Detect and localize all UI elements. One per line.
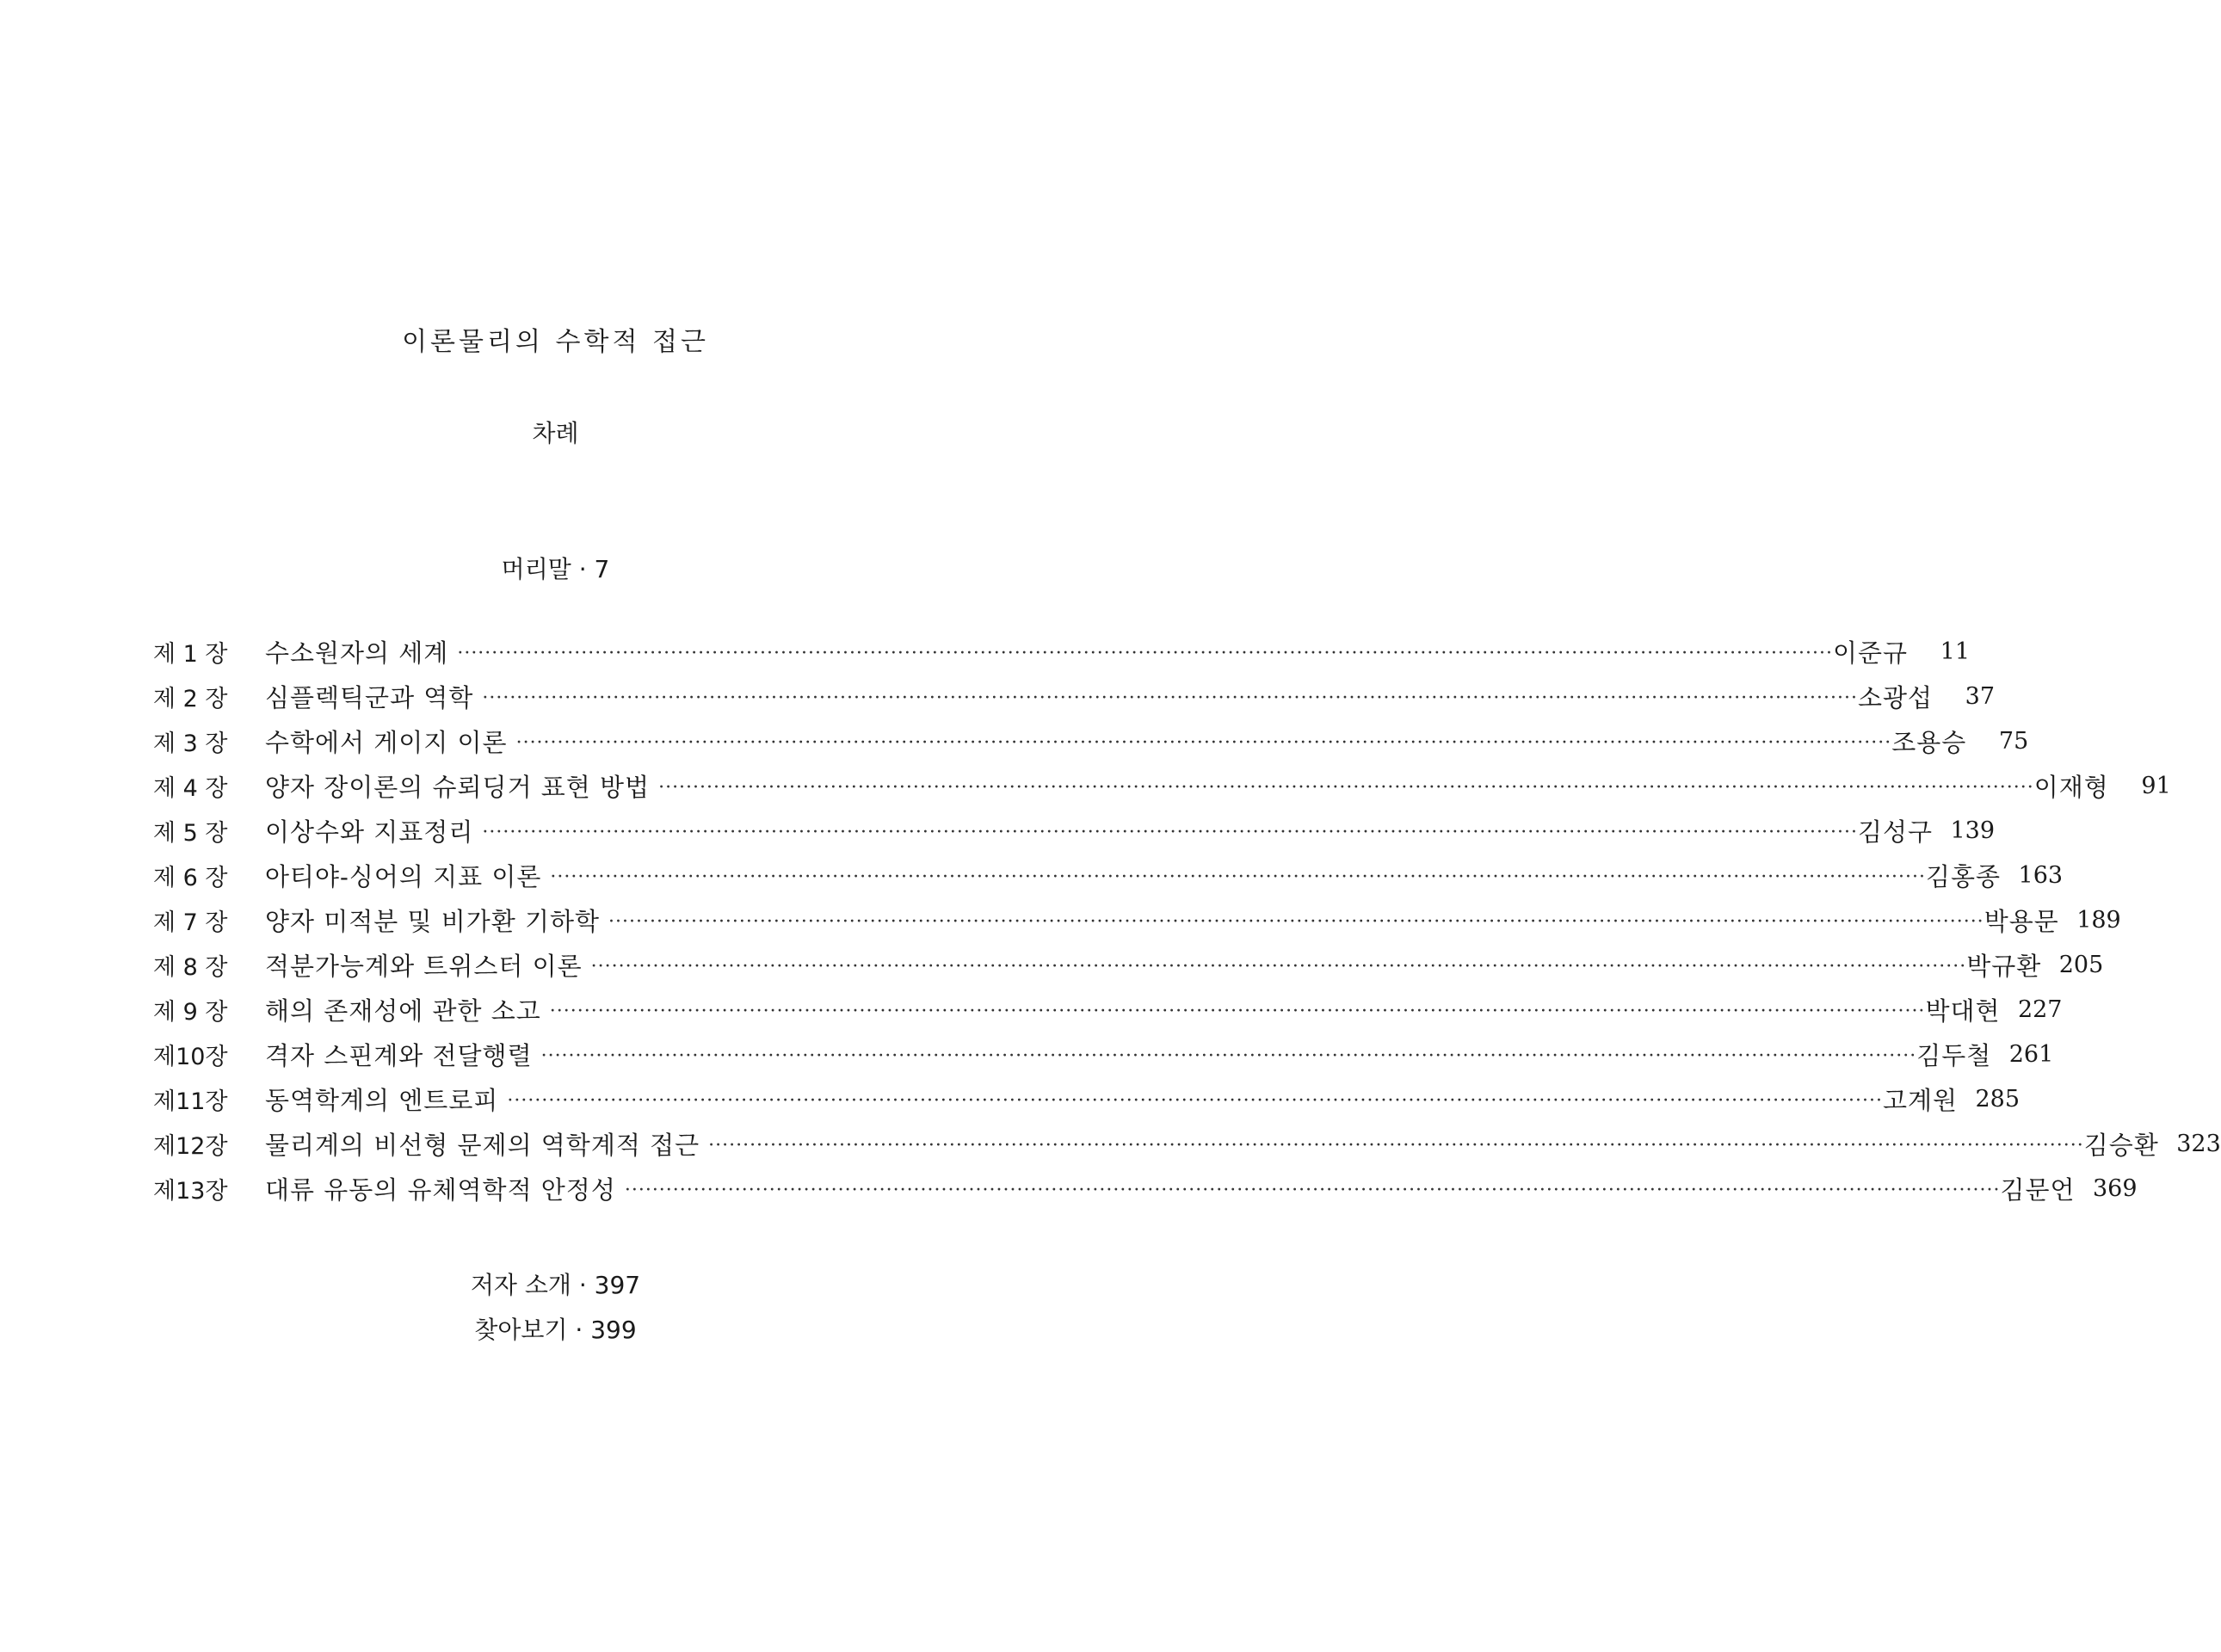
chapter-author: 김홍종 — [1926, 861, 2002, 891]
chapter-author: 김문언 — [2000, 1174, 2076, 1205]
dot-leader: ········································································································································································································ — [457, 642, 1833, 664]
dot-leader: ········································································································································································································ — [708, 1134, 2084, 1156]
chapter-title: 심플렉틱군과 역학 — [265, 682, 474, 712]
contents-heading: 차례 — [532, 419, 579, 447]
dot-leader: ········································································································································································································ — [540, 1045, 1917, 1067]
dot-leader: ········································································································································································································ — [608, 910, 1984, 933]
preface-entry: 머리말 · 7 — [501, 555, 610, 583]
toc-row — [153, 1121, 2221, 1166]
chapter-author: 박규환 — [1966, 951, 2042, 981]
dot-leader: ········································································································································································································ — [658, 776, 2034, 798]
chapter-title: 물리계의 비선형 문제의 역학계적 접근 — [265, 1130, 700, 1160]
chapter-number: 제 5 장 — [153, 819, 228, 847]
chapter-number: 제 8 장 — [153, 953, 228, 981]
dot-leader: ········································································································································································································ — [482, 687, 1858, 709]
chapter-page-number: 369 — [2092, 1174, 2138, 1202]
chapter-title: 양자 미적분 및 비가환 기하학 — [265, 906, 601, 936]
chapter-title: 대류 유동의 유체역학적 안정성 — [265, 1174, 616, 1205]
chapter-number: 제10장 — [153, 1043, 228, 1070]
chapter-author: 김승환 — [2083, 1130, 2159, 1160]
dot-leader: ········································································································································································································ — [550, 866, 1927, 888]
dot-leader: ········································································································································································································ — [515, 731, 1892, 754]
chapter-page-number: 91 — [2141, 772, 2171, 799]
chapter-author: 이준규 — [1832, 638, 1909, 668]
toc-row — [153, 763, 2171, 808]
chapter-title: 아티야-싱어의 지표 이론 — [265, 861, 542, 891]
chapter-number: 제 4 장 — [153, 774, 228, 802]
chapter-page-number: 75 — [1998, 727, 2029, 755]
chapter-author: 김두철 — [1916, 1040, 1992, 1070]
chapter-number: 제 3 장 — [153, 730, 228, 757]
toc-row — [153, 853, 2064, 897]
chapter-number: 제12장 — [153, 1132, 228, 1160]
chapter-title: 적분가능계와 트위스터 이론 — [265, 951, 583, 981]
chapter-number: 제13장 — [153, 1177, 228, 1205]
chapter-author: 소광섭 — [1857, 682, 1934, 712]
dot-leader: ········································································································································································································ — [590, 955, 1967, 977]
chapter-author: 이재형 — [2033, 772, 2109, 802]
chapter-author: 김성구 — [1857, 817, 1934, 847]
toc-row — [153, 1032, 2054, 1076]
chapter-title: 해의 존재성에 관한 소고 — [265, 996, 541, 1026]
table-of-contents — [153, 629, 2221, 1211]
dot-leader: ········································································································································································································ — [624, 1179, 2001, 1201]
chapter-title: 동역학계의 엔트로피 — [265, 1085, 499, 1115]
chapter-title: 수학에서 게이지 이론 — [265, 727, 508, 757]
chapter-number: 제 9 장 — [153, 998, 228, 1026]
toc-row — [153, 987, 2063, 1032]
chapter-page-number: 205 — [2058, 951, 2104, 978]
chapter-title: 양자 장이론의 슈뢰딩거 표현 방법 — [265, 772, 651, 802]
chapter-title: 이상수와 지표정리 — [265, 817, 474, 847]
chapter-page-number: 189 — [2076, 906, 2121, 934]
chapter-page-number: 11 — [1940, 638, 1971, 665]
chapter-author: 박대현 — [1925, 996, 2001, 1026]
chapter-author: 고계원 — [1883, 1085, 1959, 1115]
toc-row — [153, 1166, 2138, 1211]
about-authors-entry: 저자 소개 · 397 — [470, 1271, 641, 1299]
chapter-number: 제 6 장 — [153, 864, 228, 891]
dot-leader: ········································································································································································································ — [482, 821, 1858, 843]
chapter-page-number: 37 — [1965, 682, 1996, 710]
chapter-page-number: 163 — [2018, 861, 2064, 889]
book-title: 이론물리의 수학적 접근 — [402, 327, 709, 357]
chapter-author: 조용승 — [1891, 727, 1967, 757]
toc-row — [153, 718, 2029, 763]
chapter-page-number: 227 — [2017, 996, 2063, 1023]
toc-row — [153, 808, 1996, 853]
chapter-number: 제 1 장 — [153, 640, 228, 668]
chapter-author: 박용문 — [1983, 906, 2059, 936]
toc-row — [153, 897, 2121, 942]
chapter-title: 수소원자의 세계 — [265, 638, 449, 668]
toc-row — [153, 674, 1996, 718]
chapter-number: 제 2 장 — [153, 685, 228, 712]
index-entry: 찾아보기 · 399 — [474, 1316, 637, 1344]
chapter-number: 제 7 장 — [153, 909, 228, 936]
toc-row — [153, 1076, 2020, 1121]
dot-leader: ········································································································································································································ — [507, 1089, 1883, 1112]
chapter-page-number: 139 — [1950, 817, 1996, 844]
chapter-number: 제11장 — [153, 1088, 228, 1115]
dot-leader: ········································································································································································································ — [549, 1000, 1926, 1022]
chapter-page-number: 323 — [2176, 1130, 2221, 1157]
chapter-page-number: 285 — [1975, 1085, 2020, 1113]
chapter-title: 격자 스핀계와 전달행렬 — [265, 1040, 533, 1070]
chapter-page-number: 261 — [2008, 1040, 2054, 1068]
toc-row — [153, 942, 2104, 987]
toc-row — [153, 629, 1971, 674]
